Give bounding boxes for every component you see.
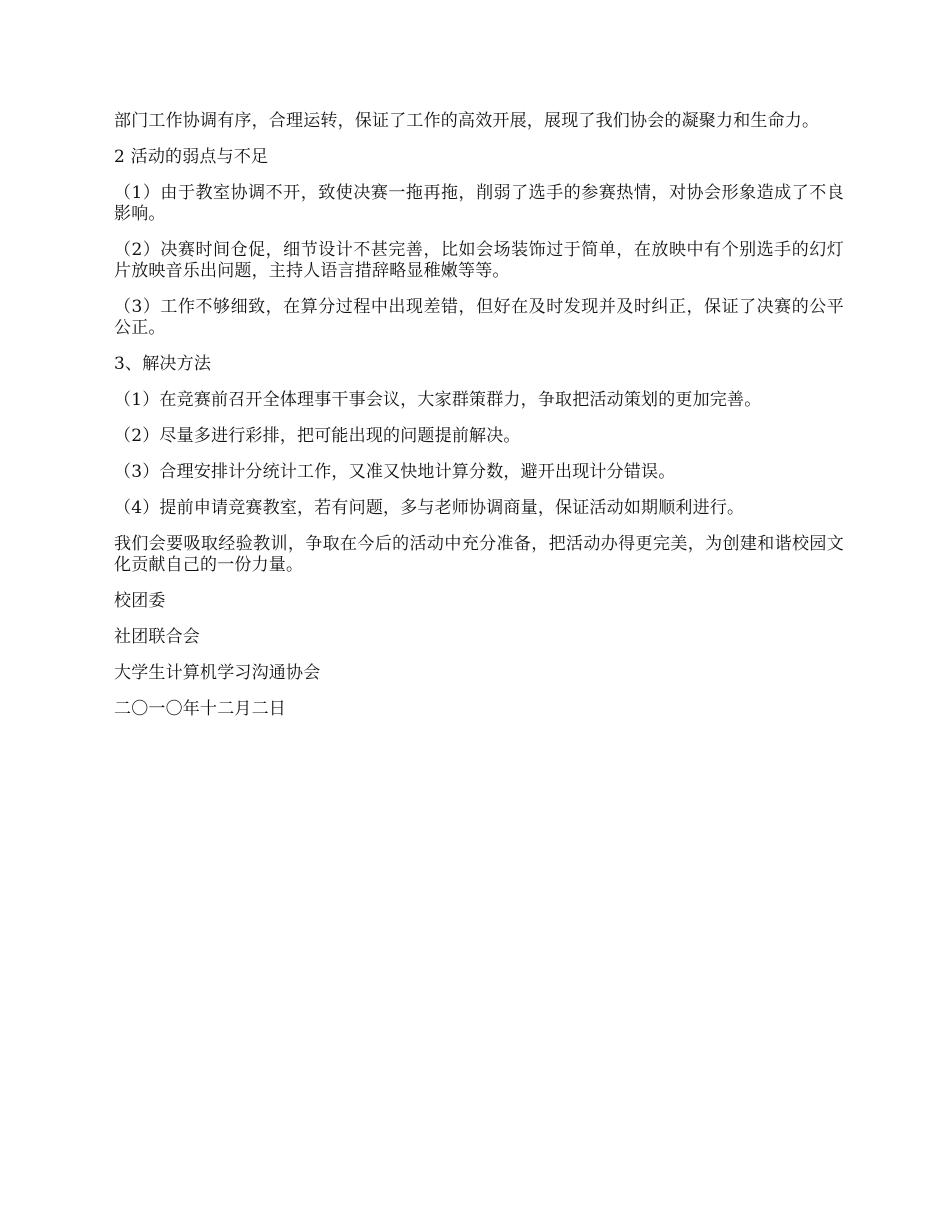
section-3-item-2: （2）尽量多进行彩排，把可能出现的问题提前解决。: [114, 426, 521, 446]
section-3-heading: 3、解决方法: [114, 354, 212, 374]
section-2-item-3: （3）工作不够细致，在算分过程中出现差错，但好在及时发现并及时纠正，保证了决赛的公平公正。: [114, 297, 844, 338]
signature-line-2: 社团联合会: [114, 627, 200, 647]
intro-paragraph: 部门工作协调有序，合理运转，保证了工作的高效开展，展现了我们协会的凝聚力和生命力。: [114, 111, 820, 131]
section-2-item-1: （1）由于教室协调不开，致使决赛一拖再拖，削弱了选手的参赛热情，对协会形象造成了不良影响。: [114, 183, 844, 224]
section-3-item-4: （4）提前申请竞赛教室，若有问题，多与老师协调商量，保证活动如期顺利进行。: [114, 498, 745, 518]
document-body: [114, 111, 844, 735]
document-date: 二〇一〇年十二月二日: [114, 699, 286, 719]
signature-line-1: 校团委: [114, 591, 166, 611]
conclusion-paragraph: 我们会要吸取经验教训，争取在今后的活动中充分准备，把活动办得更完美，为创建和谐校园文化贡献自己的一份力量。: [114, 534, 844, 575]
signature-line-3: 大学生计算机学习沟通协会: [114, 663, 321, 683]
section-2-item-2: （2）决赛时间仓促，细节设计不甚完善，比如会场装饰过于简单，在放映中有个别选手的幻灯片放映音乐出问题，主持人语言措辞略显稚嫩等等。: [114, 240, 844, 281]
section-3-item-3: （3）合理安排计分统计工作，又准又快地计算分数，避开出现计分错误。: [114, 462, 676, 482]
section-3-item-1: （1）在竞赛前召开全体理事干事会议，大家群策群力，争取把活动策划的更加完善。: [114, 390, 762, 410]
section-2-heading: 2 活动的弱点与不足: [114, 147, 269, 167]
